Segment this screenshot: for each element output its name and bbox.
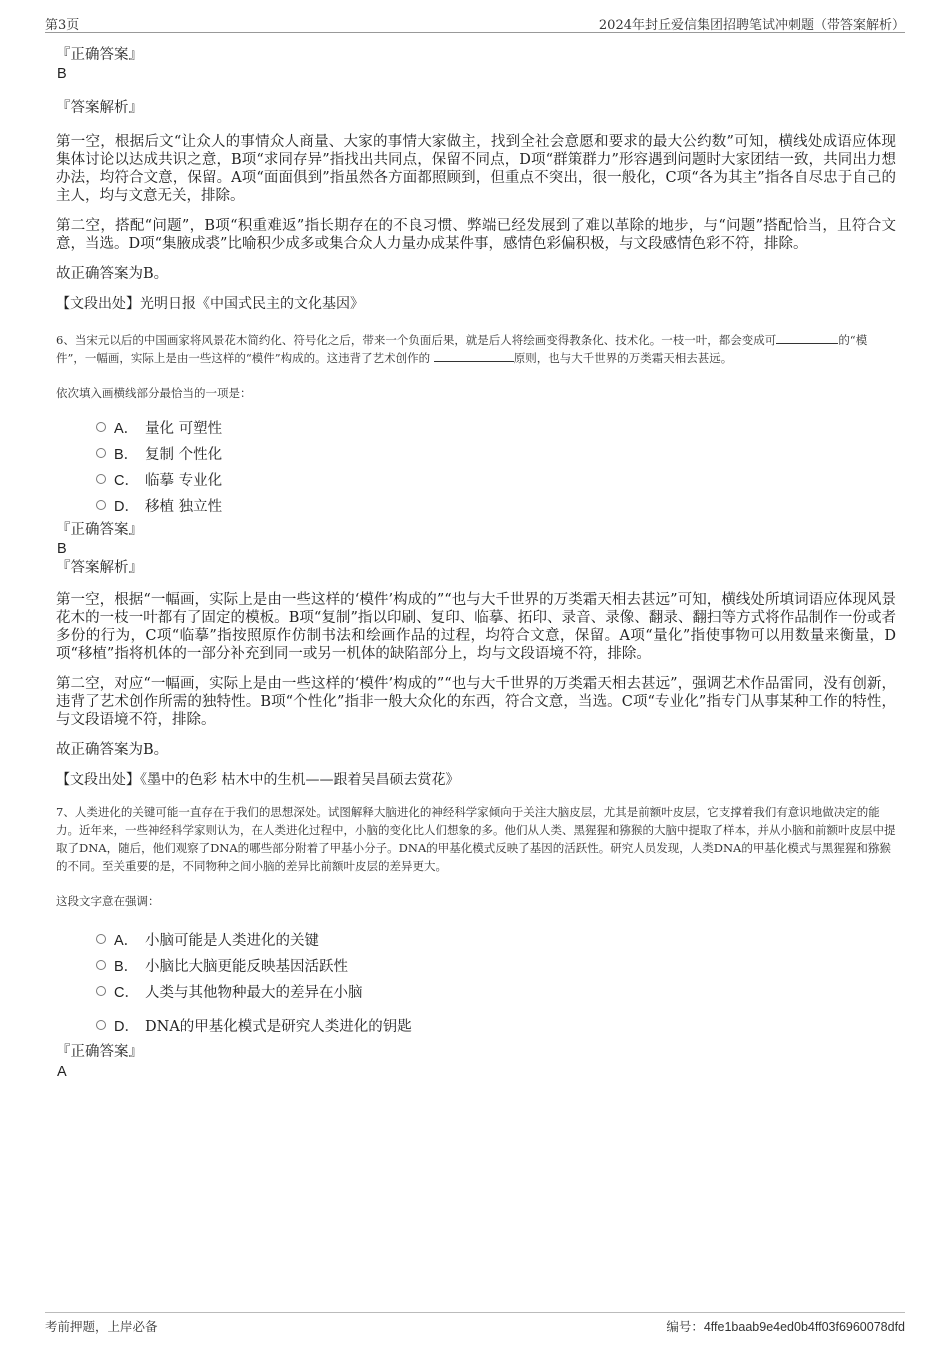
- q7-option-c[interactable]: C． 人类与其他物种最大的差异在小脑: [56, 979, 896, 1005]
- q6-source: 【文段出处】《墨中的色彩 枯木中的生机——跟着吴昌硕去赏花》: [56, 772, 460, 788]
- q7-prompt: 这段文字意在强调：: [56, 894, 160, 908]
- radio-icon[interactable]: [96, 986, 106, 996]
- q6-conclusion: 故正确答案为B。: [56, 742, 169, 758]
- q5-analysis-para2: 第二空，搭配“问题”，B项“积重难返”指长期存在的不良习惯、弊端已经发展到了难以革除的地步，与“问题”搭配恰当，且符合文意，当选。D项“集腋成裘”比喻积少成多或集合众人力量办成某件事，感情色彩偏积极，与文段感情色彩不符，排除。: [56, 218, 896, 252]
- radio-icon[interactable]: [96, 474, 106, 484]
- q7-options: [56, 927, 896, 1039]
- radio-icon[interactable]: [96, 422, 106, 432]
- document-code: 编号：4ffe1baab9e4ed0b4ff03f6960078dfd: [666, 1320, 905, 1334]
- analysis-label: 『答案解析』: [56, 100, 143, 116]
- q6-prompt: 依次填入画横线部分最恰当的一项是：: [56, 386, 252, 400]
- q6-blank-1: [776, 331, 838, 344]
- q5-conclusion: 故正确答案为B。: [56, 266, 169, 282]
- radio-icon[interactable]: [96, 960, 106, 970]
- footer-slogan: 考前押题，上岸必备: [45, 1319, 158, 1334]
- correct-answer-label: 『正确答案』: [56, 47, 143, 63]
- q6-analysis-para2: 第二空，对应“一幅画，实际上是由一些这样的‘模件’构成的”“也与大千世界的万类霜天相去甚远”，强调艺术作品雷同，没有创新，违背了艺术创作所需的独特性。B项“个性化”指非一般大众化的东西，符合文意，当选。C项“专业化”指专门从事某种工作的特性，与文段语境不符，排除。: [56, 676, 896, 728]
- q6-option-a[interactable]: A． 量化 可塑性: [56, 415, 896, 441]
- q6-stem-part2: 的“模件”，一幅画，实际上是由一些这样的“模件”构成的。这违背了艺术创作的: [56, 333, 868, 365]
- page-footer: [45, 1312, 905, 1335]
- q6-option-b[interactable]: B． 复制 个性化: [56, 441, 896, 467]
- q7-option-a[interactable]: A． 小脑可能是人类进化的关键: [56, 927, 896, 953]
- radio-icon[interactable]: [96, 1020, 106, 1030]
- radio-icon[interactable]: [96, 934, 106, 944]
- q6-option-c[interactable]: C． 临摹 专业化: [56, 467, 896, 493]
- document-title: 2024年封丘爱信集团招聘笔试冲刺题（带答案解析）: [598, 18, 905, 33]
- q6-blank-2: [434, 349, 514, 362]
- q6-option-d[interactable]: D． 移植 独立性: [56, 493, 896, 519]
- q6-stem-part3: 原则，也与大千世界的万类霜天相去甚远。: [513, 351, 733, 365]
- page-number: 第3页: [45, 18, 80, 33]
- page-header: [45, 12, 905, 33]
- q6-options: [56, 415, 896, 519]
- analysis-label: 『答案解析』: [56, 560, 143, 576]
- q7-stem: 7、人类进化的关键可能一直存在于我们的思想深处。试图解释大脑进化的神经科学家倾向于关注大脑皮层，尤其是前额叶皮层，它支撑着我们有意识地做决定的能力。近年来，一些神经科学家则认为，在人类进化过程中，小脑的变化比人们想象的多。他们从人类、黑猩猩和猕猴的大脑中提取了样本，并从小脑和前额叶皮层中提取了DNA，随后，他们观察了DNA的哪些部分附着了甲基小分子。DNA的甲基化模式反映了基因的活跃性。研究人员发现，人类DNA的甲基化模式与黑猩猩和猕猴的不同。至关重要的是，不同物种之间小脑的差异比前额叶皮层的差异更大。: [56, 805, 896, 873]
- q6-answer: B: [57, 541, 67, 557]
- q5-answer: B: [57, 66, 67, 82]
- correct-answer-label: 『正确答案』: [56, 522, 143, 538]
- q7-option-d[interactable]: D． DNA的甲基化模式是研究人类进化的钥匙: [56, 1013, 896, 1039]
- q5-analysis-para1: 第一空，根据后文“让众人的事情众人商量、大家的事情大家做主，找到全社会意愿和要求的最大公约数”可知，横线处成语应体现集体讨论以达成共识之意，B项“求同存异”指找出共同点，保留不同点，D项“群策群力”形容遇到问题时大家团结一致，共同出力想办法，均符合文意，保留。A项“面面俱到”指虽然各方面都照顾到，但重点不突出，很一般化，C项“各为其主”指各自尽忠于自己的主人，均与文意无关，排除。: [56, 134, 896, 204]
- correct-answer-label: 『正确答案』: [56, 1044, 143, 1060]
- q6-stem: [56, 331, 896, 367]
- radio-icon[interactable]: [96, 448, 106, 458]
- document-content: [56, 46, 896, 1082]
- q7-answer: A: [57, 1064, 67, 1080]
- q5-source: 【文段出处】光明日报《中国式民主的文化基因》: [56, 296, 364, 312]
- q6-stem-part1: 6、当宋元以后的中国画家将风景花木简约化、符号化之后，带来一个负面后果，就是后人将绘画变得教条化、技术化。一枝一叶，都会变成可: [56, 333, 777, 347]
- radio-icon[interactable]: [96, 500, 106, 510]
- q7-option-b[interactable]: B． 小脑比大脑更能反映基因活跃性: [56, 953, 896, 979]
- q6-analysis-para1: 第一空，根据“一幅画，实际上是由一些这样的‘模件’构成的”“也与大千世界的万类霜天相去甚远”可知，横线处所填词语应体现风景花木的一枝一叶都有了固定的模板。B项“复制”指以印刷、复印、临摹、拓印、录音、录像、翻录、翻扫等方式将作品制作一份或者多份的行为，C项“临摹”指按照原作仿制书法和绘画作品的过程，均符合文意，保留。A项“量化”指使事物可以用数量来衡量，D项“移植”指将机体的一部分补充到同一或另一机体的缺陷部分上，均与文段语境不符，排除。: [56, 592, 896, 662]
